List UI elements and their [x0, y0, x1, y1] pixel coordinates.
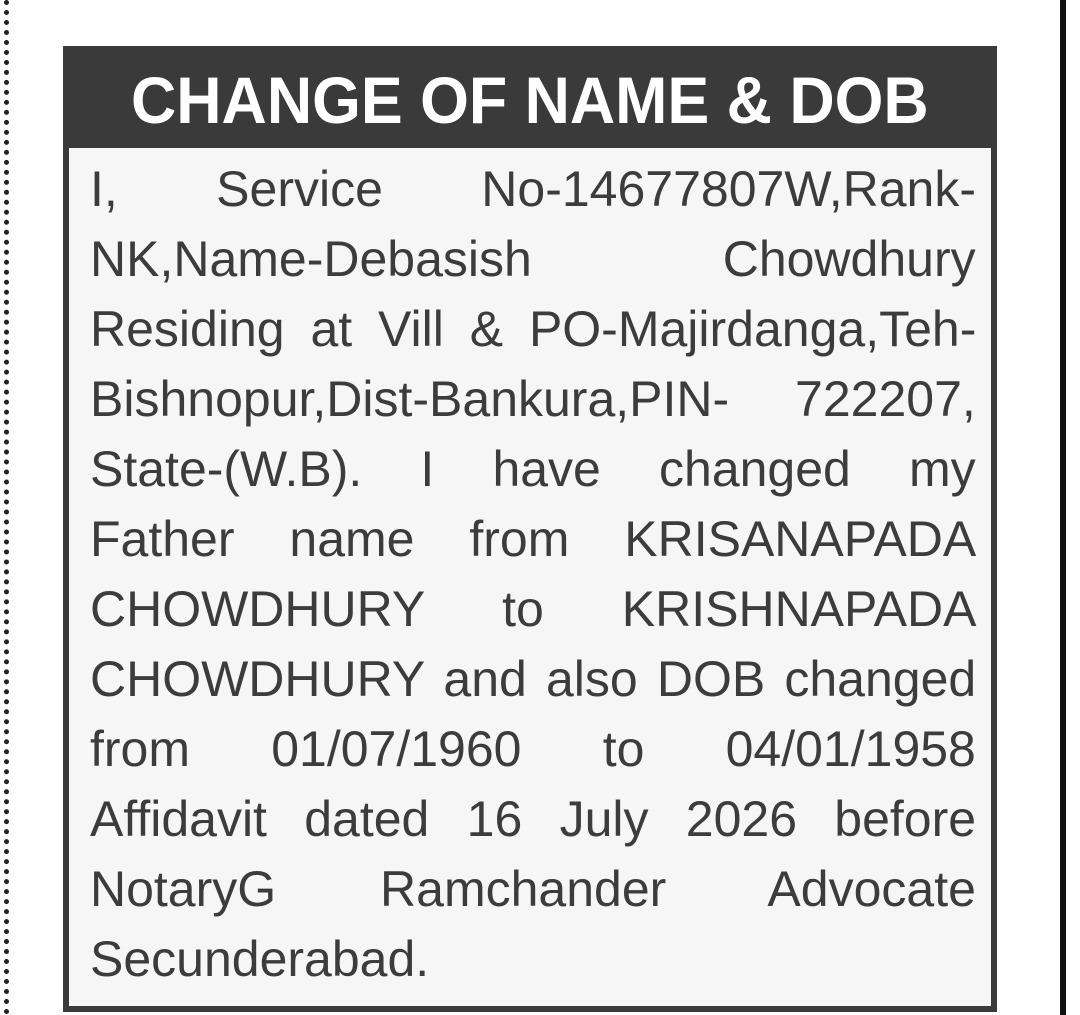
notice-line: Bishnopur,Dist-Bankura,PIN- 722207, [90, 371, 976, 427]
notice-line: Residing at Vill & PO-Majirdanga,Teh- [90, 301, 977, 357]
classified-notice-box [63, 46, 997, 1012]
notice-line: State-(W.B). I have changed my [90, 441, 976, 497]
notice-title: CHANGE OF NAME & DOB [131, 63, 929, 137]
notice-line: Father name from KRISANAPADA [90, 511, 977, 567]
notice-line: CHOWDHURY to KRISHNAPADA [90, 581, 977, 637]
notice-line: Secunderabad. [90, 931, 430, 987]
notice-line: I, Service No-14677807W,Rank- [90, 161, 977, 217]
notice-line: from 01/07/1960 to 04/01/1958 [90, 721, 976, 777]
notice-line: NK,Name-Debasish Chowdhury [90, 231, 976, 287]
notice-line: Affidavit dated 16 July 2026 before [90, 791, 977, 847]
dotted-column-separator [4, 0, 9, 1015]
column-border-rule [1060, 0, 1066, 1015]
notice-header-bar [69, 52, 991, 148]
notice-line: NotaryG Ramchander Advocate [90, 861, 976, 917]
notice-body-text [90, 154, 976, 994]
notice-line: CHOWDHURY and also DOB changed [90, 651, 977, 707]
